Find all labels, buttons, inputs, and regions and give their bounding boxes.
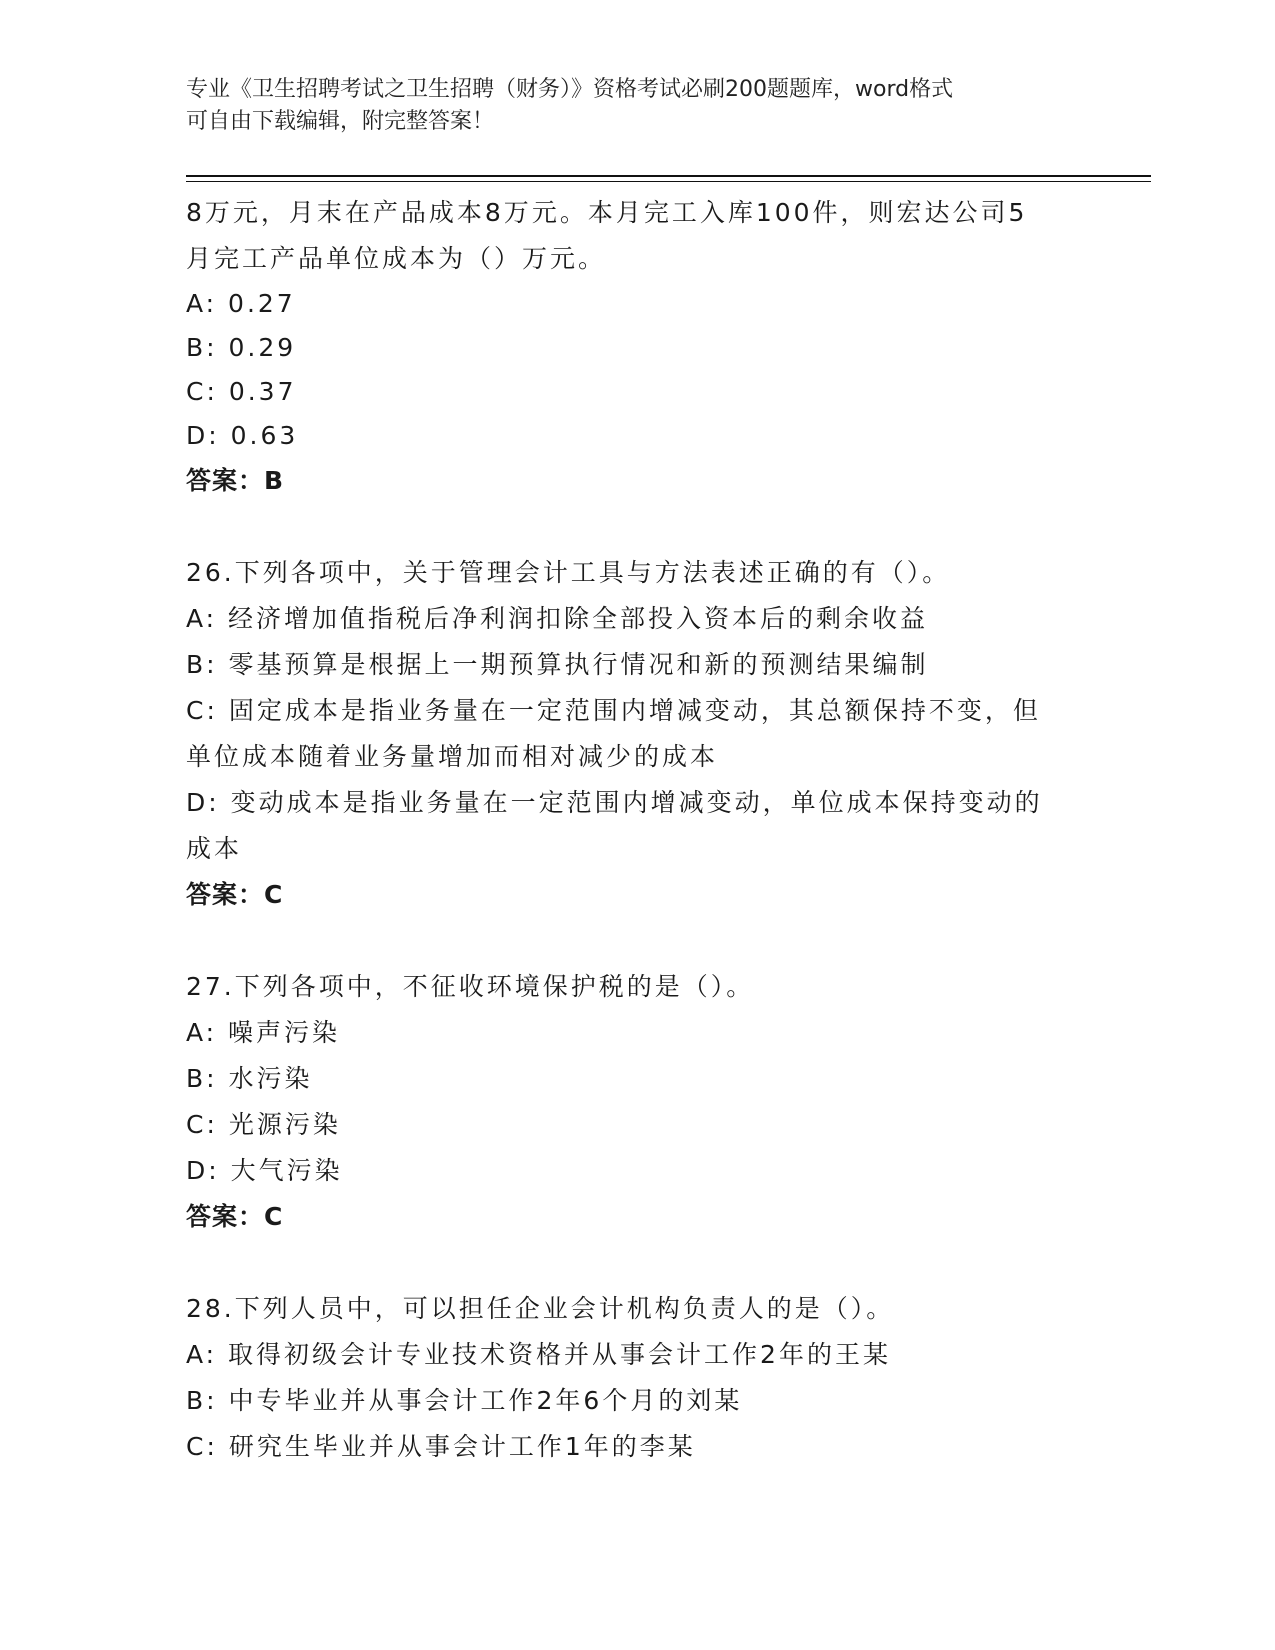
option-a: A: 经济增加值指税后净利润扣除全部投入资本后的剩余收益 [186, 604, 929, 633]
option-a: A: 0.27 [186, 289, 296, 318]
document-header [186, 74, 1066, 138]
header-rule-thin [186, 181, 1151, 182]
header-line-2: 可自由下载编辑，附完整答案！ [186, 109, 495, 134]
option-c-continued: 单位成本随着业务量增加而相对减少的成本 [186, 742, 719, 771]
header-rule-thick [186, 175, 1151, 177]
option-a: A: 取得初级会计专业技术资格并从事会计工作2年的王某 [186, 1340, 891, 1369]
header-line-1: 专业《卫生招聘考试之卫生招聘（财务）》资格考试必刷200题题库，word格式 [186, 77, 954, 102]
option-b: B: 中专毕业并从事会计工作2年6个月的刘某 [186, 1386, 743, 1415]
option-b: B: 水污染 [186, 1064, 313, 1093]
option-d: D: 变动成本是指业务量在一定范围内增减变动，单位成本保持变动的 [186, 788, 1043, 817]
option-d-continued: 成本 [186, 834, 243, 863]
answer-label: 答案：C [186, 880, 284, 909]
question-stem-line: 月完工产品单位成本为（）万元。 [186, 244, 607, 273]
option-c: C: 研究生毕业并从事会计工作1年的李某 [186, 1432, 696, 1461]
option-d: D: 0.63 [186, 421, 299, 450]
option-c: C: 光源污染 [186, 1110, 341, 1139]
question-stem-line: 8万元，月末在产品成本8万元。本月完工入库100件，则宏达公司5 [186, 198, 1028, 227]
question-list [186, 190, 1086, 1470]
question-26-stem: 26.下列各项中，关于管理会计工具与方法表述正确的有（）。 [186, 558, 951, 587]
option-b: B: 0.29 [186, 333, 297, 362]
option-c: C: 0.37 [186, 377, 297, 406]
option-b: B: 零基预算是根据上一期预算执行情况和新的预测结果编制 [186, 650, 929, 679]
answer-label: 答案：B [186, 466, 285, 495]
option-d: D: 大气污染 [186, 1156, 343, 1185]
question-28-stem: 28.下列人员中，可以担任企业会计机构负责人的是（）。 [186, 1294, 895, 1323]
question-27-stem: 27.下列各项中，不征收环境保护税的是（）。 [186, 972, 755, 1001]
option-c: C: 固定成本是指业务量在一定范围内增减变动，其总额保持不变，但 [186, 696, 1041, 725]
answer-label: 答案：C [186, 1202, 284, 1231]
option-a: A: 噪声污染 [186, 1018, 341, 1047]
